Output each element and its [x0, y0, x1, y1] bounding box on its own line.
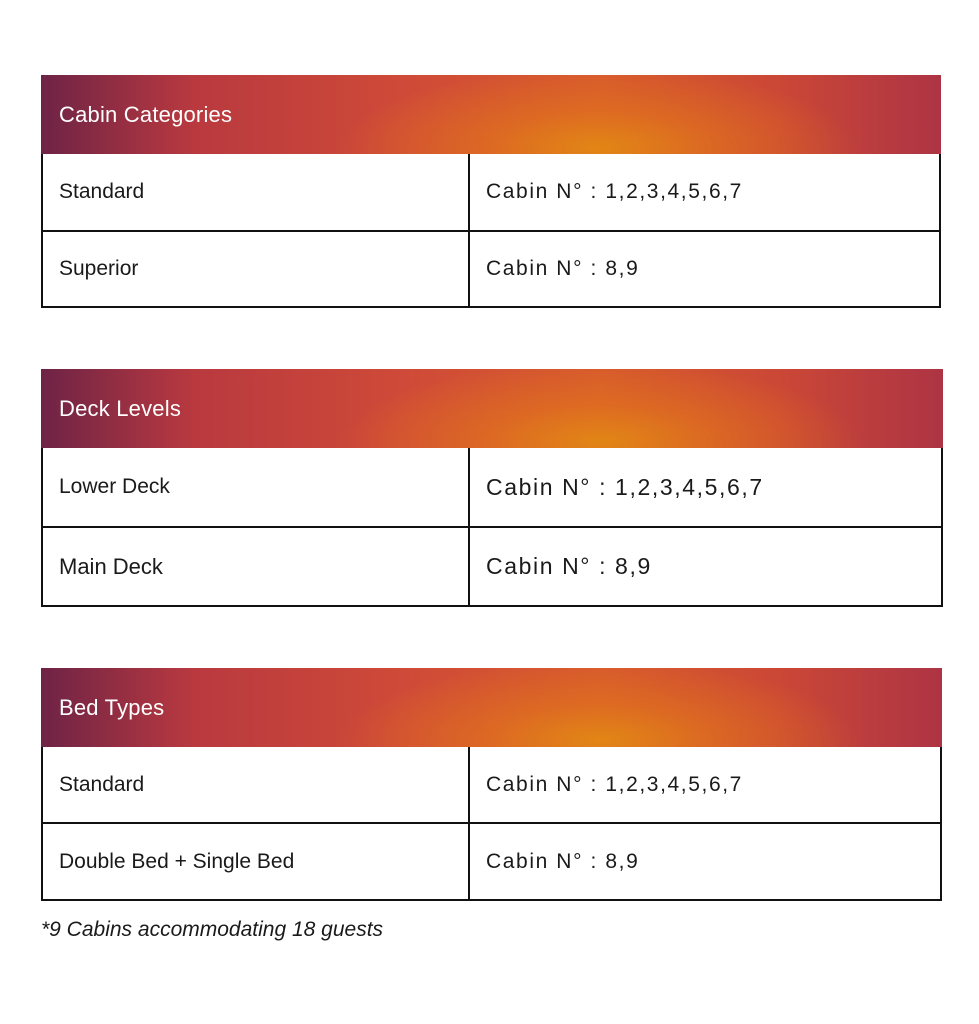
- table-row: [43, 526, 941, 605]
- row-label: Standard: [43, 747, 470, 822]
- row-label: Superior: [43, 232, 470, 306]
- row-value: Cabin N° : 1,2,3,4,5,6,7: [486, 772, 743, 796]
- table-title: Bed Types: [59, 694, 165, 720]
- deck-levels-table: [41, 369, 943, 607]
- row-label: Double Bed + Single Bed: [43, 824, 470, 899]
- table-title: Deck Levels: [59, 395, 182, 421]
- row-value: Cabin N° : 1,2,3,4,5,6,7: [486, 473, 764, 500]
- footnote: *9 Cabins accommodating 18 guests: [41, 918, 384, 941]
- row-label: Standard: [43, 154, 470, 230]
- table-row: [43, 230, 939, 306]
- table-row: [43, 822, 940, 899]
- bed-types-table: [41, 668, 942, 901]
- table-body: [41, 448, 943, 607]
- table-row: [43, 747, 940, 822]
- row-value: Cabin N° : 8,9: [486, 257, 640, 280]
- table-title: Cabin Categories: [59, 101, 233, 127]
- table-header: [41, 369, 943, 448]
- table-row: [43, 154, 939, 230]
- table-header: [41, 668, 942, 747]
- row-value: Cabin N° : 8,9: [486, 553, 652, 579]
- row-label: Main Deck: [43, 528, 470, 605]
- table-row: [43, 448, 941, 526]
- table-header: [41, 75, 941, 154]
- row-label: Lower Deck: [43, 448, 470, 526]
- table-body: [41, 154, 941, 308]
- row-value: Cabin N° : 1,2,3,4,5,6,7: [486, 180, 743, 203]
- row-value: Cabin N° : 8,9: [486, 849, 640, 873]
- table-body: [41, 747, 942, 901]
- cabin-categories-table: [41, 75, 941, 308]
